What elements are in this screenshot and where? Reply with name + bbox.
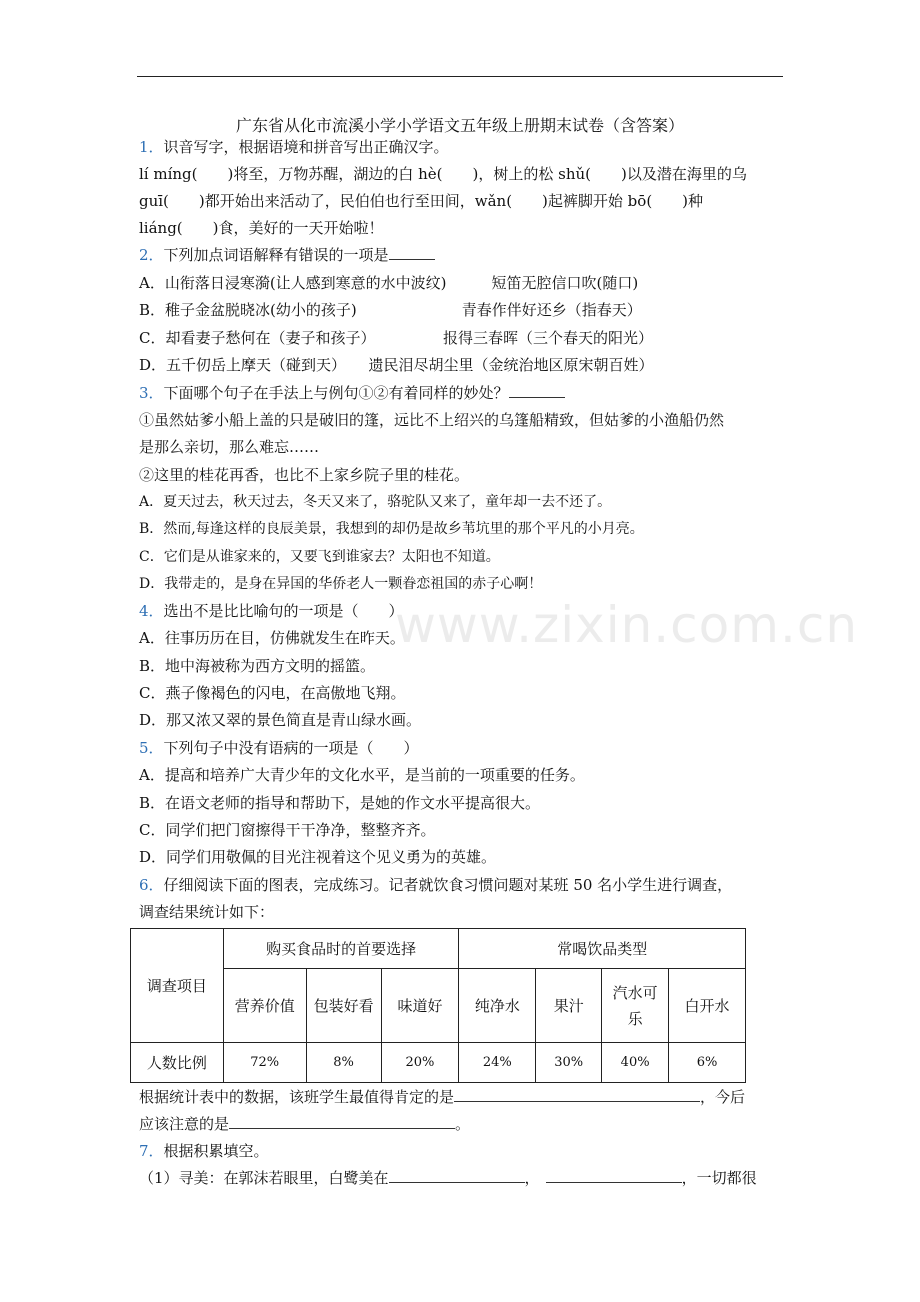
- table-header-food: 购买食品时的首要选择: [223, 929, 459, 969]
- table-subheader: 白开水: [669, 969, 746, 1043]
- question-3-example-2: ②这里的桂花再香，也比不上家乡院子里的桂花。: [139, 466, 470, 484]
- question-6-after-2: [139, 1114, 470, 1134]
- table-cell: 6%: [669, 1043, 746, 1083]
- question-7-part-1-prompt: （1）寻美：在郭沫若眼里，白鹭美在: [139, 1169, 389, 1187]
- question-2-option-b: B．稚子金盆脱晓冰(幼小的孩子) 青春作伴好还乡（指春天）: [139, 301, 642, 319]
- question-3-option-b: B．然而,每逢这样的良辰美景，我想到的却仍是故乡苇坑里的那个平凡的小月亮。: [139, 521, 644, 537]
- question-5-stem: [139, 738, 419, 758]
- question-6-number: 6．: [139, 876, 164, 894]
- table-subheader: 果汁: [536, 969, 602, 1043]
- question-3-option-d: D．我带走的，是身在异国的华侨老人一颗眷恋祖国的赤子心啊！: [139, 576, 543, 592]
- question-3-example-1a: ①虽然姑爹小船上盖的只是破旧的篷，远比不上绍兴的乌篷船精致，但姑爹的小渔船仍然: [139, 411, 725, 429]
- question-3-option-c: C．它们是从谁家来的，又要飞到谁家去？太阳也不知道。: [139, 549, 500, 565]
- answer-blank[interactable]: [509, 383, 565, 398]
- answer-blank[interactable]: [389, 1168, 525, 1183]
- answer-blank[interactable]: [546, 1168, 682, 1183]
- table-subheader: 汽水可乐: [602, 969, 669, 1043]
- question-7-part-1: [139, 1168, 757, 1188]
- question-2-option-a: A．山衔落日浸寒漪(让人感到寒意的水中波纹) 短笛无腔信口吹(随口): [139, 274, 639, 292]
- question-3-example-1b: 是那么亲切，那么难忘……: [139, 438, 320, 456]
- table-cell: 72%: [223, 1043, 306, 1083]
- question-4-number: 4．: [139, 602, 164, 620]
- question-5-option-c: C．同学们把门窗擦得干干净净，整整齐齐。: [139, 821, 436, 839]
- question-6-prompt-2: 应该注意的是: [139, 1115, 230, 1133]
- question-1-line-3: liáng( )食，美好的一天开始啦！: [139, 219, 384, 237]
- answer-blank[interactable]: [389, 245, 435, 260]
- table-header-item: 调查项目: [131, 929, 224, 1043]
- question-4-option-d: D．那又浓又翠的景色简直是青山绿水画。: [139, 711, 422, 729]
- table-header-drink: 常喝饮品类型: [459, 929, 746, 969]
- question-7-stem: [139, 1141, 269, 1161]
- question-5-option-d: D．同学们用敬佩的目光注视着这个见义勇为的英雄。: [139, 848, 497, 866]
- table-cell: 20%: [381, 1043, 459, 1083]
- table-subheader: 味道好: [381, 969, 459, 1043]
- question-2-option-d: D．五千仞岳上摩天（碰到天） 遗民泪尽胡尘里（金统治地区原宋朝百姓）: [139, 356, 654, 374]
- question-7-comma: ，: [524, 1169, 540, 1187]
- question-6-prompt-1-end: ，今后: [700, 1088, 746, 1106]
- answer-blank[interactable]: [229, 1114, 455, 1129]
- question-3-option-a: A．夏天过去，秋天过去，冬天又来了，骆驼队又来了，童年却一去不还了。: [139, 494, 612, 510]
- question-1-number: 1．: [139, 138, 164, 156]
- question-5-number: 5．: [139, 739, 164, 757]
- question-4-option-c: C．燕子像褐色的闪电，在高傲地飞翔。: [139, 684, 406, 702]
- question-7-part-1-tail: ，一切都很: [681, 1169, 757, 1187]
- answer-blank[interactable]: [454, 1087, 700, 1102]
- question-6-after-1: [139, 1087, 745, 1107]
- table-subheader: 纯净水: [459, 969, 536, 1043]
- table-cell: 30%: [536, 1043, 602, 1083]
- question-6-stem-2: 调查结果统计如下：: [139, 903, 275, 921]
- table-cell: 8%: [306, 1043, 381, 1083]
- question-4-option-b: B．地中海被称为西方文明的摇篮。: [139, 657, 376, 675]
- question-6-prompt-1: 根据统计表中的数据，该班学生最值得肯定的是: [139, 1088, 455, 1106]
- question-7-number: 7．: [139, 1142, 164, 1160]
- question-1-line-1: lí míng( )将至，万物苏醒，湖边的白 hè( )，树上的松 shǔ( )以及潜在海里的乌: [139, 165, 747, 183]
- question-3-stem: [139, 383, 565, 403]
- question-1-stem: [139, 137, 449, 157]
- question-1-line-2: guī( )都开始出来活动了，民伯伯也行至田间，wǎn( )起裤脚开始 bō( )种: [139, 192, 704, 210]
- question-2-stem: [139, 245, 435, 265]
- table-row-label: 人数比例: [131, 1043, 224, 1083]
- table-subheader: 包装好看: [306, 969, 381, 1043]
- question-2-number: 2．: [139, 246, 164, 264]
- page-title: 广东省从化市流溪小学小学语文五年级上册期末试卷（含答案）: [235, 116, 684, 135]
- question-6-stem: [139, 875, 732, 895]
- question-7-text: 根据积累填空。: [163, 1142, 269, 1160]
- question-4-option-a: A．往事历历在目，仿佛就发生在昨天。: [139, 629, 405, 647]
- question-2-text: 下列加点词语解释有错误的一项是: [163, 246, 389, 264]
- question-5-option-b: B．在语文老师的指导和帮助下，是她的作文水平提高很大。: [139, 794, 541, 812]
- question-5-text: 下列句子中没有语病的一项是（ ）: [163, 739, 419, 757]
- question-3-number: 3．: [139, 384, 164, 402]
- table-subheader: 营养价值: [223, 969, 306, 1043]
- table-cell: 24%: [459, 1043, 536, 1083]
- question-2-option-c: C．却看妻子愁何在（妻子和孩子） 报得三春晖（三个春天的阳光）: [139, 329, 653, 347]
- question-4-text: 选出不是比比喻句的一项是（ ）: [163, 602, 404, 620]
- watermark-text: www.zixin.com.cn: [395, 596, 859, 654]
- header-rule: [137, 76, 783, 77]
- question-6-prompt-2-end: 。: [455, 1115, 471, 1133]
- question-1-text: 识音写字，根据语境和拼音写出正确汉字。: [163, 138, 449, 156]
- question-6-text: 仔细阅读下面的图表，完成练习。记者就饮食习惯问题对某班 50 名小学生进行调查，: [163, 876, 733, 894]
- question-3-text: 下面哪个句子在手法上与例句①②有着同样的妙处？: [163, 384, 509, 402]
- survey-table: [130, 928, 746, 1083]
- question-5-option-a: A．提高和培养广大青少年的文化水平，是当前的一项重要的任务。: [139, 766, 585, 784]
- question-4-stem: [139, 601, 404, 621]
- table-cell: 40%: [602, 1043, 669, 1083]
